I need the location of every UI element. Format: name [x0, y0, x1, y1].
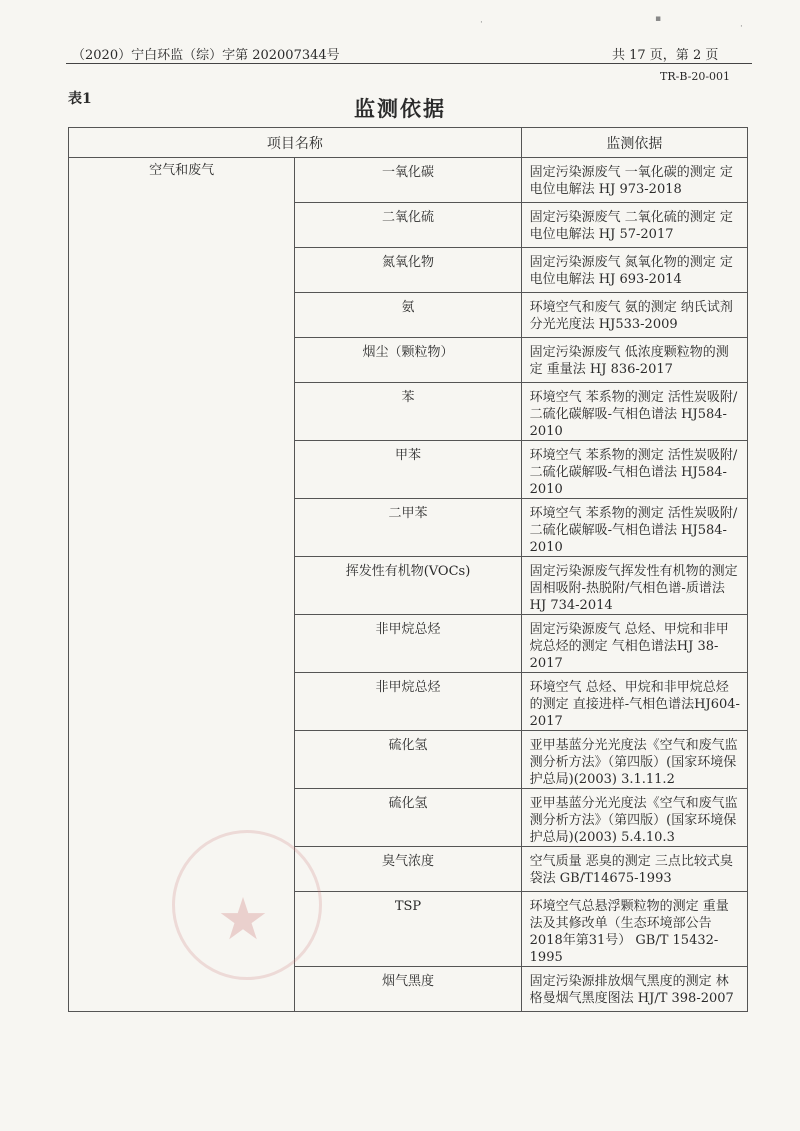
table-row — [69, 158, 748, 203]
basis-cell: 固定污染源废气 总烃、甲烷和非甲烷总烃的测定 气相色谱法HJ 38-2017 — [521, 615, 747, 673]
basis-cell: 环境空气 苯系物的测定 活性炭吸附/二硫化碳解吸-气相色谱法 HJ584-2010 — [521, 499, 747, 557]
form-code: TR-B-20-001 — [660, 70, 731, 83]
document-number: （2020）宁白环监（综）字第 202007344号 — [72, 48, 340, 63]
basis-cell: 亚甲基蓝分光光度法《空气和废气监测分析方法》（第四版）(国家环境保护总局)(2003) 3.1.11.2 — [521, 731, 747, 789]
basis-cell: 环境空气总悬浮颗粒物的测定 重量法及其修改单（生态环境部公告2018年第31号） GB/T 15432-1995 — [521, 892, 747, 967]
header-monitoring-basis: 监测依据 — [521, 128, 747, 158]
seal-star-icon: ★ — [217, 885, 269, 953]
item-name-cell: TSP — [295, 892, 521, 967]
item-name-cell: 二氧化硫 — [295, 203, 521, 248]
basis-cell: 环境空气 总烃、甲烷和非甲烷总烃的测定 直接进样-气相色谱法HJ604-2017 — [521, 673, 747, 731]
table-header-row — [69, 128, 748, 158]
item-name-cell: 甲苯 — [295, 441, 521, 499]
scan-speck-icon: ▪ — [655, 14, 662, 24]
basis-cell: 固定污染源废气 一氧化碳的测定 定电位电解法 HJ 973-2018 — [521, 158, 747, 203]
basis-cell: 环境空气 苯系物的测定 活性炭吸附/二硫化碳解吸-气相色谱法 HJ584-2010 — [521, 383, 747, 441]
scan-speck-icon: · — [740, 22, 743, 32]
item-name-cell: 硫化氢 — [295, 789, 521, 847]
basis-cell: 环境空气 苯系物的测定 活性炭吸附/二硫化碳解吸-气相色谱法 HJ584-2010 — [521, 441, 747, 499]
item-name-cell: 苯 — [295, 383, 521, 441]
monitoring-basis-table — [68, 127, 748, 1012]
basis-cell: 环境空气和废气 氨的测定 纳氏试剂分光光度法 HJ533-2009 — [521, 293, 747, 338]
item-name-cell: 一氧化碳 — [295, 158, 521, 203]
basis-cell: 固定污染源废气挥发性有机物的测定 固相吸附-热脱附/气相色谱-质谱法 HJ 734-2014 — [521, 557, 747, 615]
basis-cell: 固定污染源废气 二氧化硫的测定 定电位电解法 HJ 57-2017 — [521, 203, 747, 248]
scan-speck-icon: · — [480, 18, 483, 28]
item-name-cell: 氨 — [295, 293, 521, 338]
page-info: 共 17 页，第 2 页 — [612, 48, 719, 63]
basis-cell: 固定污染源废气 氮氧化物的测定 定电位电解法 HJ 693-2014 — [521, 248, 747, 293]
basis-cell: 固定污染源废气 低浓度颗粒物的测定 重量法 HJ 836-2017 — [521, 338, 747, 383]
item-name-cell: 臭气浓度 — [295, 847, 521, 892]
item-name-cell: 烟气黑度 — [295, 967, 521, 1012]
page-title: 监测依据 — [354, 96, 446, 121]
basis-cell: 空气质量 恶臭的测定 三点比较式臭袋法 GB/T14675-1993 — [521, 847, 747, 892]
header-divider — [66, 63, 752, 64]
item-name-cell: 氮氧化物 — [295, 248, 521, 293]
category-cell: 空气和废气 — [69, 158, 295, 1012]
item-name-cell: 非甲烷总烃 — [295, 615, 521, 673]
item-name-cell: 烟尘（颗粒物） — [295, 338, 521, 383]
item-name-cell: 硫化氢 — [295, 731, 521, 789]
basis-cell: 固定污染源排放烟气黑度的测定 林格曼烟气黑度图法 HJ/T 398-2007 — [521, 967, 747, 1012]
basis-cell: 亚甲基蓝分光光度法《空气和废气监测分析方法》（第四版）(国家环境保护总局)(2003) 5.4.10.3 — [521, 789, 747, 847]
table-label: 表1 — [68, 91, 92, 107]
table-body — [69, 158, 748, 1012]
header-item-name: 项目名称 — [69, 128, 522, 158]
item-name-cell: 二甲苯 — [295, 499, 521, 557]
item-name-cell: 非甲烷总烃 — [295, 673, 521, 731]
item-name-cell: 挥发性有机物(VOCs) — [295, 557, 521, 615]
